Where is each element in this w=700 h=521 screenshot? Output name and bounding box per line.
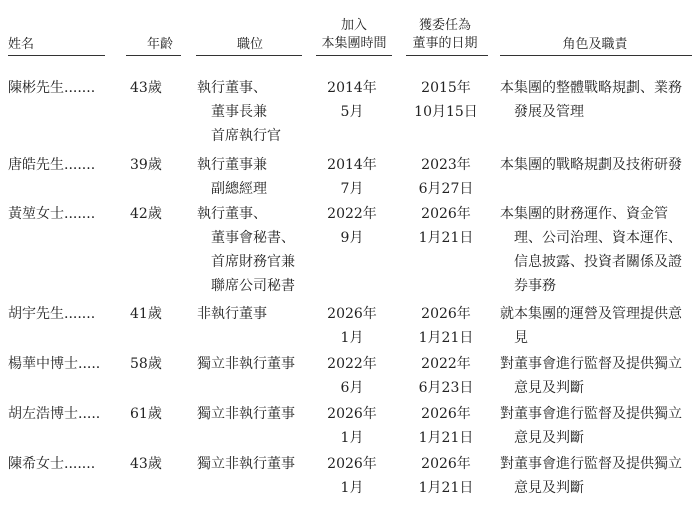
header-join-line1: 加入 (340, 18, 367, 33)
role-line: 信息披露、投資者關係及證 (514, 254, 682, 270)
header-role: 角色及職責 (562, 37, 628, 52)
join-date-line: 2022年 (327, 356, 377, 372)
appointment-date-line: 6月27日 (418, 181, 474, 197)
join-date (318, 452, 386, 500)
role-line: 本集團的財務運作、資金管 (500, 206, 668, 222)
role-responsibilities (500, 202, 692, 298)
header-rule-age (126, 55, 181, 56)
director-name: 楊華中博士..... (8, 356, 101, 372)
header-rule-name (8, 55, 105, 56)
position-line: 獨立非執行董事 (197, 356, 295, 372)
appointment-date (407, 352, 485, 400)
join-date-line: 2026年 (327, 306, 377, 322)
appointment-date (407, 153, 485, 201)
role-line: 對董事會進行監督及提供獨立 (500, 356, 682, 372)
appointment-date-line: 2022年 (421, 356, 471, 372)
director-name: 胡左浩博士..... (8, 406, 101, 422)
role-responsibilities (500, 402, 692, 450)
director-age: 39歲 (130, 157, 162, 173)
director-age: 43歲 (130, 80, 162, 96)
position-line: 副總經理 (211, 181, 267, 197)
position-line: 首席財務官兼 (211, 254, 295, 270)
join-date-line: 6月 (340, 380, 364, 396)
position-line: 獨立非執行董事 (197, 456, 295, 472)
table-header (0, 0, 700, 60)
director-name: 陳希女士....... (8, 456, 96, 472)
header-rule-appt (406, 55, 488, 56)
director-position (197, 76, 302, 148)
appointment-date-line: 2026年 (421, 406, 471, 422)
role-line: 意見及判斷 (514, 380, 584, 396)
director-name: 唐皓先生....... (8, 157, 96, 173)
header-join-line2: 本集團時間 (321, 36, 387, 51)
role-line: 對董事會進行監督及提供獨立 (500, 456, 682, 472)
appointment-date (407, 202, 485, 250)
role-responsibilities (500, 153, 692, 177)
appointment-date-line: 2026年 (421, 306, 471, 322)
role-responsibilities (500, 452, 692, 500)
position-line: 獨立非執行董事 (197, 406, 295, 422)
director-age: 41歲 (130, 306, 162, 322)
header-join (312, 17, 396, 53)
director-position (197, 153, 302, 201)
join-date (318, 352, 386, 400)
role-line: 本集團的戰略規劃及技術研發 (500, 157, 682, 173)
director-age: 43歲 (130, 456, 162, 472)
join-date (318, 402, 386, 450)
role-line: 券事務 (514, 278, 556, 294)
role-line: 發展及管理 (514, 104, 584, 120)
position-line: 執行董事、 (197, 206, 267, 222)
director-age: 58歲 (130, 356, 162, 372)
position-line: 董事會秘書、 (211, 230, 295, 246)
header-position: 職位 (236, 37, 263, 52)
role-responsibilities (500, 76, 692, 124)
position-line: 非執行董事 (197, 306, 267, 322)
join-date-line: 7月 (340, 181, 364, 197)
appointment-date-line: 2015年 (421, 80, 471, 96)
role-line: 對董事會進行監督及提供獨立 (500, 406, 682, 422)
role-line: 意見及判斷 (514, 430, 584, 446)
director-position (197, 402, 302, 426)
join-date-line: 1月 (340, 480, 364, 496)
position-line: 聯席公司秘書 (211, 278, 295, 294)
role-responsibilities (500, 302, 692, 350)
director-position (197, 352, 302, 376)
header-appt-line1: 獲委任為 (418, 18, 471, 33)
join-date (318, 76, 386, 124)
role-line: 見 (514, 330, 528, 346)
appointment-date (407, 402, 485, 450)
appointment-date-line: 2026年 (421, 206, 471, 222)
appointment-date-line: 1月21日 (418, 430, 474, 446)
appointment-date (407, 76, 485, 124)
join-date-line: 1月 (340, 330, 364, 346)
join-date-line: 2022年 (327, 206, 377, 222)
appointment-date-line: 2023年 (421, 157, 471, 173)
position-line: 董事長兼 (211, 104, 267, 120)
join-date-line: 2014年 (327, 157, 377, 173)
header-rule-join (316, 55, 392, 56)
appointment-date (407, 302, 485, 350)
director-name: 陳彬先生....... (8, 80, 96, 96)
appointment-date-line: 2026年 (421, 456, 471, 472)
role-line: 理、公司治理、資本運作、 (514, 230, 682, 246)
join-date (318, 153, 386, 201)
position-line: 執行董事、 (197, 80, 267, 96)
appointment-date-line: 1月21日 (418, 230, 474, 246)
join-date-line: 2014年 (327, 80, 377, 96)
role-responsibilities (500, 352, 692, 400)
header-rule-role (500, 55, 692, 56)
join-date-line: 5月 (340, 104, 364, 120)
appointment-date-line: 10月15日 (414, 104, 478, 120)
join-date (318, 202, 386, 250)
director-age: 42歲 (130, 206, 162, 222)
appointment-date (407, 452, 485, 500)
director-age: 61歲 (130, 406, 162, 422)
role-line: 本集團的整體戰略規劃、業務 (500, 80, 682, 96)
position-line: 執行董事兼 (197, 157, 267, 173)
header-age: 年齡 (146, 37, 173, 52)
appointment-date-line: 1月21日 (418, 480, 474, 496)
director-position (197, 202, 302, 298)
header-appt (400, 17, 490, 53)
position-line: 首席執行官 (211, 128, 281, 144)
appointment-date-line: 6月23日 (418, 380, 474, 396)
role-line: 就本集團的運營及管理提供意 (500, 306, 682, 322)
header-rule-position (196, 55, 302, 56)
header-appt-line2: 董事的日期 (412, 36, 478, 51)
join-date-line: 9月 (340, 230, 364, 246)
appointment-date-line: 1月21日 (418, 330, 474, 346)
join-date-line: 1月 (340, 430, 364, 446)
director-name: 胡宇先生....... (8, 306, 96, 322)
director-name: 黃堃女士....... (8, 206, 96, 222)
join-date-line: 2026年 (327, 456, 377, 472)
join-date-line: 2026年 (327, 406, 377, 422)
role-line: 意見及判斷 (514, 480, 584, 496)
director-position (197, 302, 302, 326)
join-date (318, 302, 386, 350)
header-name: 姓名 (8, 37, 35, 52)
director-position (197, 452, 302, 476)
